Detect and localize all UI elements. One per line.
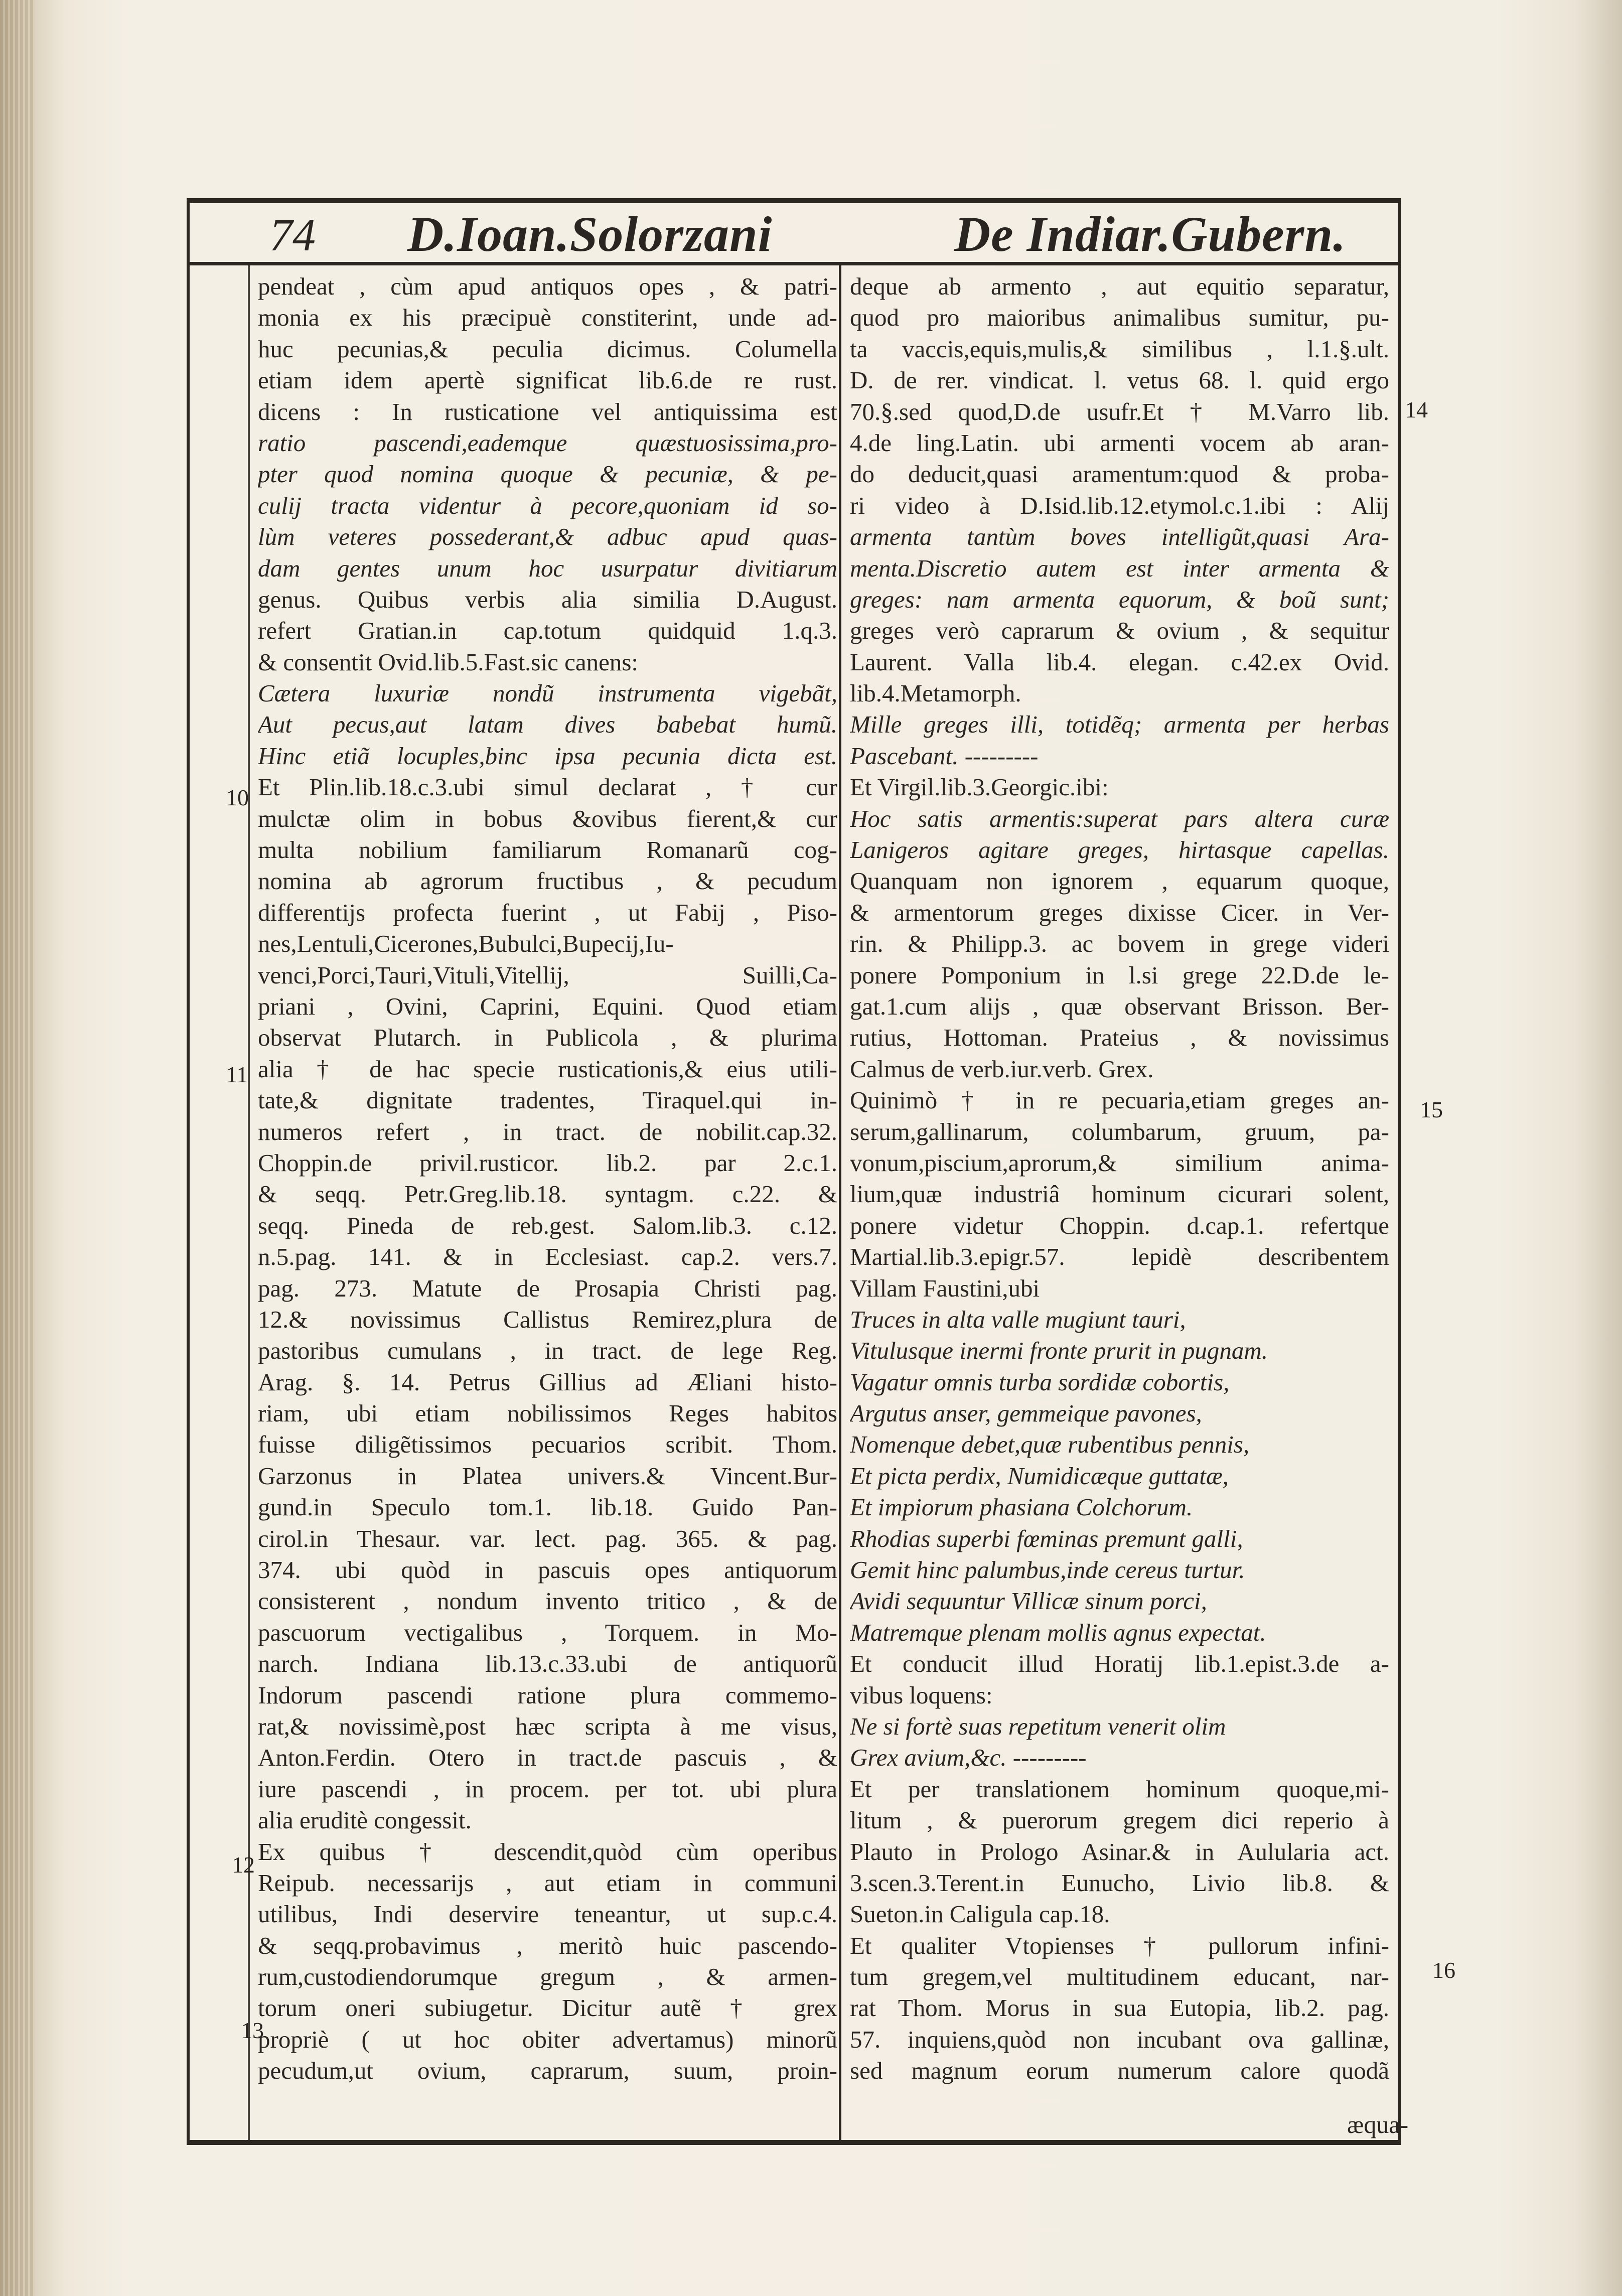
text-line: rin. & Philipp.3. ac bovem in grege videri [850,930,1389,958]
text-line: vibus loquens: [850,1681,993,1709]
text-line: rat Thom. Morus in sua Eutopia, lib.2. pag. [850,1994,1389,2022]
catchword: æqua- [1347,2110,1409,2138]
text-line: Choppin.de privil.rusticor. lib.2. par 2.c.1. [258,1149,837,1177]
text-line: refert Gratian.in cap.totum quidquid 1.q.3. [258,617,837,645]
text-line: lib.4.Metamorph. [850,679,1021,707]
text-line: pascuorum vectigalibus , Torquem. in Mo- [258,1618,837,1646]
text-line: do deducit,quasi aramentum:quod & proba- [850,460,1389,488]
text-line: sed magnum eorum numerum calore quodã [850,2057,1389,2085]
text-line: Plauto in Prologo Asinar.& in Aulularia act. [850,1837,1389,1866]
text-line: seqq. Pineda de reb.gest. Salom.lib.3. c.12. [258,1211,837,1239]
text-line: pecudum,ut ovium, caprarum, suum, proin- [258,2057,837,2085]
running-head-title: De Indiar.Gubern. [954,206,1347,262]
text-line: ponere Pomponium in l.si grege 22.D.de le- [850,961,1389,989]
text-line: pag. 273. Matute de Prosapia Christi pag. [258,1274,837,1302]
text-line: Lanigeros agitare greges, hirtasque capellas. [850,836,1389,864]
text-line: Nomenque debet,quæ rubentibus pennis, [850,1430,1250,1459]
page-gutter-shadow [0,0,35,2296]
text-line: Ne si fortè suas repetitum venerit olim [850,1712,1226,1740]
text-line: Et qualiter Vtopienses † pullorum infini- [850,1931,1389,1959]
top-rule [187,198,1401,203]
text-line: Avidi sequuntur Villicæ sinum porci, [850,1587,1207,1615]
text-line: lium,quæ industriâ hominum cicurari solent, [850,1180,1389,1208]
text-line: Sueton.in Caligula cap.18. [850,1900,1110,1928]
text-line: Laurent. Valla lib.4. elegan. c.42.ex Ovid. [850,648,1389,676]
text-line: mulctæ olim in bobus &ovibus fierent,& cur [258,804,837,832]
text-line: numeros refert , in tract. de nobilit.cap.32. [258,1117,837,1145]
text-line: n.5.pag. 141. & in Ecclesiast. cap.2. vers.7. [258,1243,837,1271]
text-line: Indorum pascendi ratione plura commemo- [258,1681,837,1709]
text-line: gat.1.cum alijs , quæ observant Brisson. Ber- [850,992,1389,1020]
text-line: differentijs profecta fuerint , ut Fabij , Piso- [258,898,837,926]
text-line: Aut pecus,aut latam dives babebat humũ. [258,710,837,739]
text-line: ri video à D.Isid.lib.12.etymol.c.1.ibi : Alij [850,491,1389,519]
text-line: deque ab armento , aut equitio separatur, [850,272,1389,300]
text-frame [187,198,1401,2163]
text-line: Et Plin.lib.18.c.3.ubi simul declarat , † cur [258,773,837,801]
text-line: Vagatur omnis turba sordidæ cobortis, [850,1368,1230,1396]
text-line: lùm veteres possederant,& adbuc apud quas- [258,523,837,551]
text-line: culij tracta videntur à pecore,quoniam id so- [258,491,837,519]
text-line: ponere videtur Choppin. d.cap.1. refertque [850,1211,1389,1239]
running-head-author: D.Ioan.Solorzani [407,206,773,262]
text-line: alia eruditè congessit. [258,1806,472,1834]
text-line: utilibus, Indi deservire teneantur, ut sup.c.4. [258,1900,837,1928]
text-line: serum,gallinarum, columbarum, gruum, pa- [850,1117,1389,1145]
text-line: 57. inquiens,quòd non incubant ova gallinæ, [850,2025,1389,2053]
text-line: venci,Porci,Tauri,Vituli,Vitellij, Suilli,Ca- [258,961,837,989]
margin-number: 15 [1420,1097,1443,1122]
text-line: Pascebant. --------- [850,742,1039,770]
text-line: Et picta perdix, Numidicæque guttatæ, [850,1462,1229,1490]
text-line: & seqq. Petr.Greg.lib.18. syntagm. c.22. & [258,1180,837,1208]
text-line: Et per translationem hominum quoque,mi- [850,1775,1389,1803]
text-line: Rhodias superbi fœminas premunt galli, [850,1524,1243,1552]
text-line: D. de rer. vindicat. l. vetus 68. l. quid ergo [850,366,1389,394]
text-line: Hoc satis armentis:superat pars altera curæ [850,804,1389,832]
text-line: propriè ( ut hoc obiter advertamus) minorũ [258,2025,837,2053]
bottom-rule [187,2140,1401,2145]
text-line: 3.scen.3.Terent.in Eunucho, Livio lib.8. & [850,1869,1389,1897]
text-line: cirol.in Thesaur. var. lect. pag. 365. & pag. [258,1524,837,1552]
margin-number: 12 [232,1852,255,1878]
text-line: Argutus anser, gemmeique pavones, [850,1399,1202,1427]
text-line: Martial.lib.3.epigr.57. lepidè describentem [850,1243,1389,1271]
text-line: Hinc etiã locuples,binc ipsa pecunia dicta est. [258,742,837,770]
text-line: dicens : In rusticatione vel antiquissima est [258,397,837,425]
text-line: Mille greges illi, totidẽq; armenta per herbas [850,710,1389,739]
right-column [850,271,1389,2087]
text-line: rat,& novissimè,post hæc scripta à me visus, [258,1712,837,1740]
text-line: Arag. §. 14. Petrus Gillius ad Æliani histo- [258,1368,837,1396]
text-line: vonum,piscium,aprorum,& similium anima- [850,1149,1389,1177]
text-line: quod pro maioribus animalibus sumitur, pu- [850,304,1389,332]
text-line: torum oneri subiugetur. Dicitur autẽ † grex [258,1994,837,2022]
text-line: pter quod nomina quoque & pecuniæ, & pe- [258,460,837,488]
text-line: Gemit hinc palumbus,inde cereus turtur. [850,1556,1245,1584]
text-line: pendeat , cùm apud antiquos opes , & patri- [258,272,837,300]
text-line: Villam Faustini,ubi [850,1274,1040,1302]
text-line: Et impiorum phasiana Colchorum. [850,1493,1193,1521]
text-line: litum , & puerorum gregem dici reperio à [850,1806,1389,1834]
text-line: fuisse diligẽtissimos pecuarios scribit. Thom. [258,1430,837,1459]
column-divider [839,262,841,2142]
text-line: rum,custodiendorumque gregum , & armen- [258,1963,837,1991]
left-border [187,198,190,2142]
text-line: Quinimò † in re pecuaria,etiam greges an- [850,1086,1389,1114]
text-line: nomina ab agrorum fructibus , & pecudum [258,867,837,895]
margin-number: 11 [226,1062,248,1087]
text-line: 70.§.sed quod,D.de usufr.Et † M.Varro lib. [850,397,1389,425]
text-line: observat Plutarch. in Publicola , & plurima [258,1024,837,1052]
text-line: genus. Quibus verbis alia similia D.August. [258,585,837,613]
text-line: iure pascendi , in procem. per tot. ubi plura [258,1775,837,1803]
margin-number: 14 [1405,397,1428,422]
text-line: & consentit Ovid.lib.5.Fast.sic canens: [258,648,639,676]
text-line: Truces in alta valle mugiunt tauri, [850,1305,1186,1333]
text-line: & armentorum greges dixisse Cicer. in Ver- [850,898,1389,926]
text-line: Grex avium,&c. --------- [850,1744,1087,1772]
margin-number: 10 [226,785,249,810]
text-line: Reipub. necessarijs , aut etiam in communi [258,1869,837,1897]
margin-number: 16 [1432,1957,1455,1983]
text-line: rutius, Hottoman. Prateius , & novissimus [850,1024,1389,1052]
page-number: 74 [269,209,316,260]
text-line: dam gentes unum hoc usurpatur divitiarum [258,554,837,582]
text-line: alia † de hac specie rusticationis,& eius utili- [258,1055,837,1083]
text-line: Garzonus in Platea univers.& Vincent.Bur- [258,1462,837,1490]
text-line: monia ex his præcipuè constiterint, unde ad- [258,304,837,332]
text-line: & seqq.probavimus , meritò huic pascendo- [258,1931,837,1959]
text-line: gund.in Speculo tom.1. lib.18. Guido Pan- [258,1493,837,1521]
text-line: priani , Ovini, Caprini, Equini. Quod etiam [258,992,837,1020]
text-line: huc pecunias,& peculia dicimus. Columella [258,335,837,363]
text-line: Calmus de verb.iur.verb. Grex. [850,1055,1154,1083]
text-line: 374. ubi quòd in pascuis opes antiquorum [258,1556,837,1584]
right-border [1398,198,1401,2142]
text-line: Et Virgil.lib.3.Georgic.ibi: [850,773,1109,801]
text-line: tum gregem,vel multitudinem educant, nar- [850,1963,1389,1991]
text-line: multa nobilium familiarum Romanarũ cog- [258,836,837,864]
text-line: narch. Indiana lib.13.c.33.ubi de antiquorũ [258,1650,837,1678]
text-line: menta.Discretio autem est inter armenta & [850,554,1389,582]
margin-number: 13 [241,2018,264,2043]
text-line: Vitulusque inermi fronte prurit in pugnam. [850,1337,1268,1365]
text-line: ta vaccis,equis,mulis,& similibus , l.1.§.ult. [850,335,1389,363]
text-line: ratio pascendi,eademque quæstuosissima,pro- [258,428,837,457]
text-line: armenta tantùm boves intelligũt,quasi Ara- [850,523,1389,551]
text-line: Anton.Ferdin. Otero in tract.de pascuis , & [258,1744,837,1772]
text-line: riam, ubi etiam nobilissimos Reges habitos [258,1399,837,1427]
text-line: Cætera luxuriæ nondũ instrumenta vigebãt, [258,679,837,707]
text-line: Matremque plenam mollis agnus expectat. [850,1618,1266,1646]
text-line: Quanquam non ignorem , equarum quoque, [850,867,1389,895]
text-line: Et conducit illud Horatij lib.1.epist.3.de a- [850,1650,1389,1678]
text-line: pastoribus cumulans , in tract. de lege Reg. [258,1337,837,1365]
left-column [258,271,837,2087]
text-line: nes,Lentuli,Cicerones,Bubulci,Bupecij,Iu- [258,930,674,958]
text-line: etiam idem apertè significat lib.6.de re rust. [258,366,837,394]
text-line: 4.de ling.Latin. ubi armenti vocem ab aran- [850,428,1389,457]
text-line: Ex quibus † descendit,quòd cùm operibus [258,1837,837,1866]
text-line: greges: nam armenta equorum, & boũ sunt; [850,585,1389,613]
text-line: 12.& novissimus Callistus Remirez,plura de [258,1305,837,1333]
text-line: greges verò caprarum & ovium , & sequitur [850,617,1389,645]
text-line: tate,& dignitate tradentes, Tiraquel.qui in- [258,1086,837,1114]
text-line: consisterent , nondum invento tritico , & de [258,1587,837,1615]
